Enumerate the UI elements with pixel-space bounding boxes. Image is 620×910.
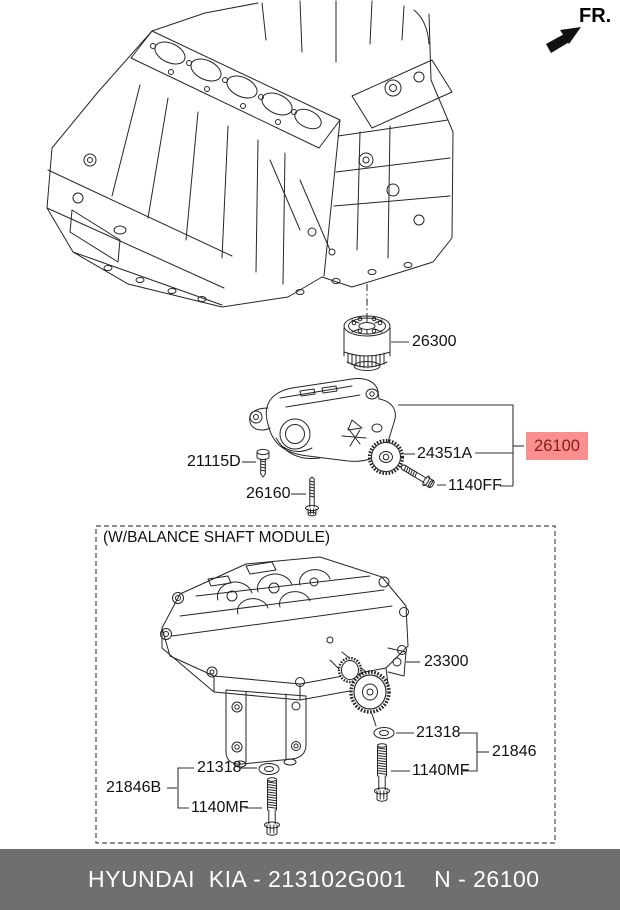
part-label-washer-21318-left[interactable]: 21318 [197, 759, 242, 776]
part-label-pump-26100: 26100 [534, 436, 580, 455]
balance-module-box-border [96, 526, 555, 843]
fr-orientation-label: FR. [579, 5, 612, 27]
part-label-oil-filter[interactable]: 26300 [412, 333, 457, 350]
part-label-bolt-1140mf-left[interactable]: 1140MF [191, 799, 249, 816]
part-label-bolt-21115d[interactable]: 21115D [187, 453, 241, 470]
bolt-1140mf-right-drawing [375, 744, 390, 802]
engine-block-drawing [47, 1, 453, 307]
bolt-21115d-drawing [257, 449, 269, 477]
footer-catalog-text: HYUNDAI KIA - 213102G001 [88, 866, 407, 892]
washer-left-drawing [259, 764, 279, 775]
part-label-module-23300[interactable]: 23300 [424, 653, 469, 670]
fr-direction-arrow-icon [546, 27, 581, 53]
bolt-1140ff-drawing [398, 461, 435, 489]
oil-filter-drawing [344, 316, 390, 371]
bolt-1140mf-left-drawing [265, 778, 280, 836]
part-label-set-21846[interactable]: 21846 [492, 743, 537, 760]
pump-assembly-highlight[interactable] [526, 432, 588, 460]
footer-bar [0, 849, 620, 910]
bolt-26160-drawing [306, 477, 319, 516]
part-label-washer-21318-right[interactable]: 21318 [416, 724, 461, 741]
footer-part-text: N - 26100 [434, 866, 540, 892]
balance-module-gear-drawing [339, 658, 389, 712]
washer-right-drawing [372, 714, 394, 739]
part-label-set-21846b[interactable]: 21846B [106, 779, 162, 796]
part-label-gear-24351a[interactable]: 24351A [417, 445, 473, 462]
balance-module-drawing [161, 557, 409, 767]
part-label-bolt-26160[interactable]: 26160 [246, 485, 291, 502]
balance-module-box-title: (W/BALANCE SHAFT MODULE) [103, 529, 331, 546]
pump-gear-drawing [370, 441, 403, 474]
part-label-bolt-1140mf-right[interactable]: 1140MF [412, 762, 470, 779]
part-label-bolt-1140ff[interactable]: 1140FF [448, 477, 502, 494]
